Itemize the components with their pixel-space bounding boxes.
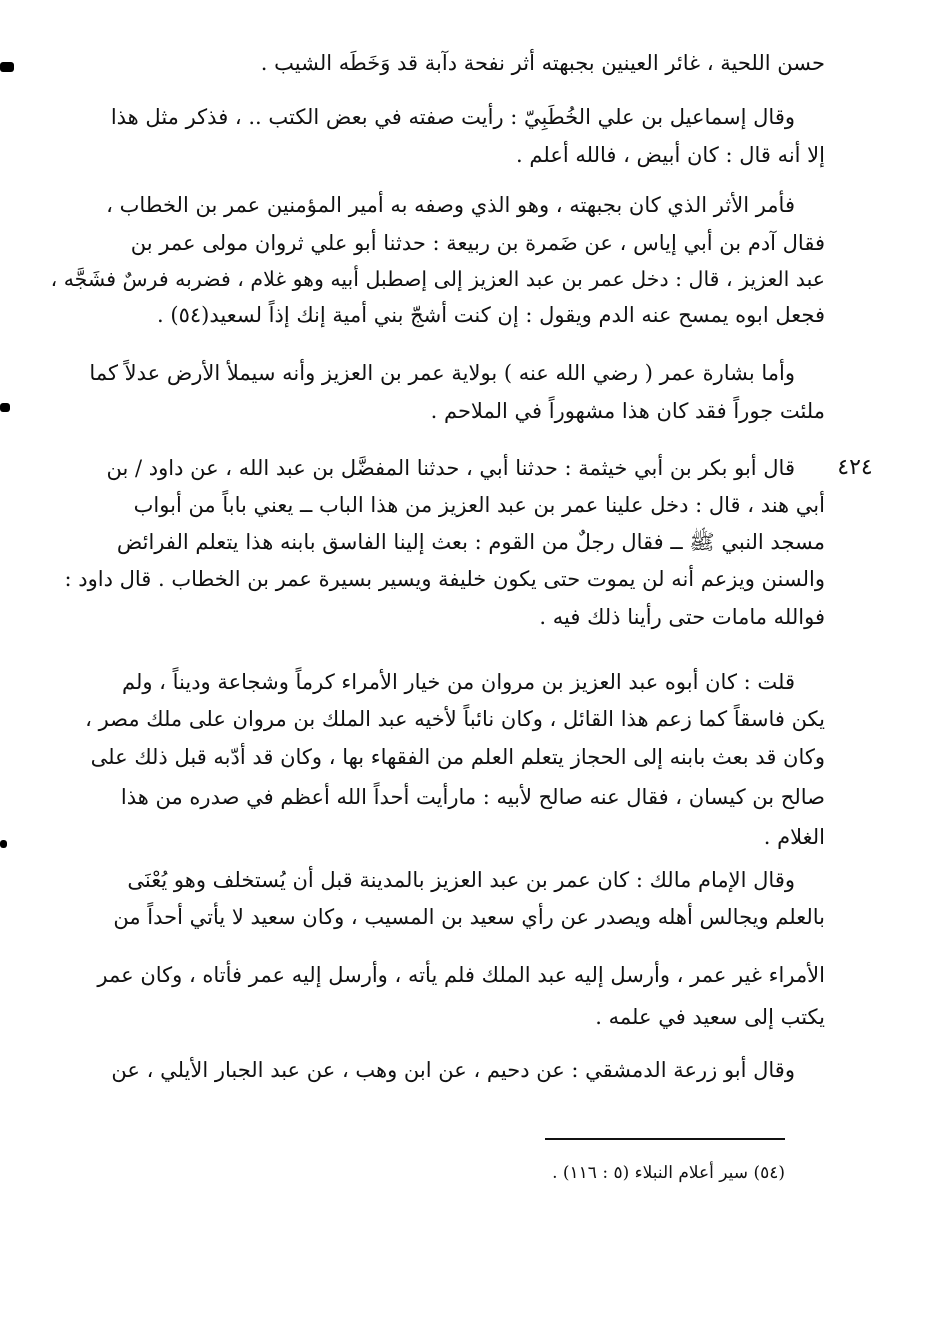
text-line: وقال أبو زرعة الدمشقي : عن دحيم ، عن ابن وهب ، عن عبد الجبار الأيلي ، عن (111, 1058, 795, 1082)
text-line: ملئت جوراً فقد كان هذا مشهوراً في الملاحم . (430, 399, 825, 423)
text-line: حسن اللحية ، غائر العينين بجبهته أثر نفحة دآبة قد وَخَطَه الشيب . (260, 51, 825, 75)
text-line: وقال إسماعيل بن علي الخُطَبِيّ : رأيت صفته في بعض الكتب .. ، فذكر مثل هذا (110, 105, 795, 129)
scan-mark-left-middle (0, 403, 10, 412)
page-number: ٤٢٤ (837, 455, 873, 480)
text-line: قال أبو بكر بن أبي خيثمة : حدثنا أبي ، حدثنا المفضَّل بن عبد الله ، عن داود / بن (106, 456, 795, 480)
text-line: فجعل ابوه يمسح عنه الدم ويقول : إن كنت أشجّ بني أمية إنك إذاً لسعيد(٥٤) . (157, 303, 825, 327)
text-line: أبي هند ، قال : دخل علينا عمر بن عبد العزيز من هذا الباب ــ يعني باباً من أبواب (133, 493, 825, 517)
text-line: فقال آدم بن أبي إياس ، عن ضَمرة بن ربيعة : حدثنا أبو علي ثروان مولى عمر بن (130, 231, 825, 255)
footnote: (٥٤) سير أعلام النبلاء (٥ : ١١٦) . (552, 1163, 785, 1183)
text-line: يكتب إلى سعيد في علمه . (595, 1005, 825, 1029)
text-line: الغلام . (763, 825, 825, 849)
text-line: والسنن ويزعم أنه لن يموت حتى يكون خليفة ويسير بسيرة عمر بن الخطاب . قال داود : (64, 567, 825, 591)
text-line: مسجد النبي ﷺ ــ فقال رجلٌ من القوم : بعث إلينا الفاسق بابنه هذا يتعلم الفرائض (116, 530, 825, 554)
scan-mark-left-lower (0, 840, 7, 848)
text-line: وكان قد بعث بابنه إلى الحجاز يتعلم العلم من الفقهاء بها ، وكان قد أدّبه قبل ذلك على (90, 745, 825, 769)
scan-mark-left-top (0, 62, 14, 72)
text-line: فأمر الأثر الذي كان بجبهته ، وهو الذي وصفه به أمير المؤمنين عمر بن الخطاب ، (106, 193, 795, 217)
text-line: يكن فاسقاً كما زعم هذا القائل ، وكان نائباً لأخيه عبد الملك بن مروان على ملك مصر ، (85, 707, 825, 731)
text-line: وقال الإمام مالك : كان عمر بن عبد العزيز بالمدينة قبل أن يُستخلف وهو يُعْنَى (127, 868, 795, 892)
text-line: فوالله مامات حتى رأينا ذلك فيه . (539, 605, 825, 629)
text-line: صالح بن كيسان ، فقال عنه صالح لأبيه : مارأيت أحداً الله أعظم في صدره من هذا (120, 785, 825, 809)
text-line: وأما بشارة عمر ( رضي الله عنه ) بولاية عمر بن العزيز وأنه سيملأ الأرض عدلاً كما (89, 361, 795, 385)
text-line: إلا أنه قال : كان أبيض ، فالله أعلم . (516, 143, 825, 167)
text-line: عبد العزيز ، قال : دخل عمر بن عبد العزيز إلى إصطبل أبيه وهو غلام ، فضربه فرسٌ فشَجَّه ، (50, 267, 825, 291)
body-text (40, 0, 825, 1120)
text-line: الأمراء غير عمر ، وأرسل إليه عبد الملك فلم يأته ، وأرسل إليه عمر فأتاه ، وكان عمر (97, 963, 825, 987)
text-line: قلت : كان أبوه عبد العزيز بن مروان من خيار الأمراء كرماً وشجاعة وديناً ، ولم (121, 670, 795, 694)
text-line: بالعلم ويجالس أهله ويصدر عن رأي سعيد بن المسيب ، وكان سعيد لا يأتي أحداً من (113, 905, 825, 929)
footnote-divider (545, 1138, 785, 1140)
